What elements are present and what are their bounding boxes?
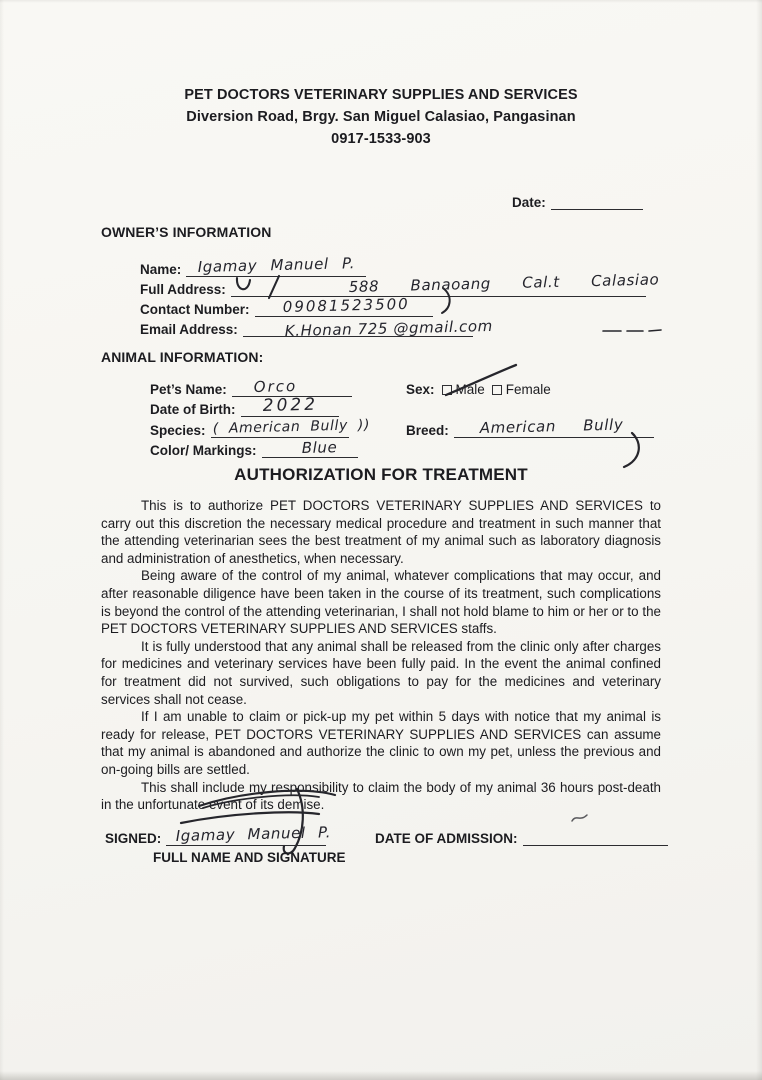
signature-block <box>101 784 661 884</box>
owner-name-value: Igamay Manuel P. <box>197 254 356 276</box>
pet-name-label: Pet’s Name: <box>150 382 227 397</box>
owner-contact-line <box>255 294 433 317</box>
date-line <box>551 191 643 210</box>
color-markings-label: Color/ Markings: <box>150 443 257 458</box>
color-markings-row <box>150 438 358 458</box>
owner-email-line <box>243 316 493 340</box>
authorization-paragraph: This shall include my responsibility to claim the body of my animal 36 hours post-death in the unfortunate event of its demise. <box>101 779 661 813</box>
authorization-paragraph: Being aware of the control of my animal, whatever complications that may occur, and after reasonable diligence have been taken in the course of its treatment, such complications is beyond the control of the attending veterinarian, I shall not hold blame to him or her or to the PET DOCTORS VETERINARY SUPPLIES AND SERVICES staffs. <box>101 568 661 637</box>
pen-stroke <box>441 288 455 314</box>
pet-name-value: Orco <box>253 376 298 396</box>
owner-email-value: K.Honan 725 @gmail.com <box>284 316 493 340</box>
clinic-address: Diversion Road, Brgy. San Miguel Calasiao, Pangasinan <box>186 109 576 125</box>
owner-name-row <box>140 254 366 277</box>
sex-field <box>406 377 551 397</box>
signed-label: SIGNED: <box>105 831 162 846</box>
breed-value: American Bully <box>479 415 624 437</box>
authorization-paragraph: If I am unable to claim or pick-up my pet within 5 days with notice that my animal is ready for release, PET DOCTORS VETERINARY SUPPLIES AND SERVICES can assume that my animal is abandoned and authorize the clinic to own my pet, unless the previous and on-going bills are settled. <box>101 709 661 777</box>
owner-contact-label: Contact Number: <box>140 302 250 317</box>
breed-row <box>406 415 654 438</box>
authorization-paragraph: It is fully understood that any animal shall be released from the clinic only after charges for medicines and veterinary services have been fully paid. In the event the animal confined for treatment did not survived, such obligations to pay for the medicines and veterinary services shall not cease. <box>101 638 661 707</box>
pet-name-line <box>232 378 352 397</box>
admission-label: DATE OF ADMISSION: <box>375 831 518 846</box>
authorization-title: AUTHORIZATION FOR TREATMENT <box>234 465 528 484</box>
breed-line <box>454 415 654 438</box>
species-line <box>211 417 370 438</box>
date-field <box>512 190 643 210</box>
scan-edge-top <box>0 0 762 3</box>
admission-row <box>375 826 668 846</box>
sex-option-female: Female <box>505 382 551 397</box>
scan-edge-right <box>756 0 762 1080</box>
authorization-paragraph: This is to authorize PET DOCTORS VETERINARY SUPPLIES AND SERVICES to carry out this discretion the necessary medical procedure and treatment in such manner that the attending veterinarian sees the best treatment of my animal such as laboratory diagnosis and administration of anesthetics, when necessary. <box>101 498 661 566</box>
dob-value: 2022 <box>262 394 318 416</box>
dob-row <box>150 394 339 417</box>
pen-scribble <box>571 812 589 824</box>
signed-line <box>166 823 332 846</box>
owner-address-row <box>140 270 660 297</box>
animal-section-title: ANIMAL INFORMATION: <box>101 349 264 365</box>
admission-line <box>523 827 668 846</box>
color-markings-line <box>262 439 358 458</box>
owner-name-label: Name: <box>140 262 182 277</box>
owner-address-line <box>231 270 660 297</box>
breed-label: Breed: <box>406 423 449 438</box>
scan-edge-left <box>0 0 4 1080</box>
sex-label: Sex: <box>406 382 435 397</box>
color-markings-value: Blue <box>301 438 338 457</box>
owner-contact-value: 09081523500 <box>282 294 410 316</box>
owner-address-value: 588 Banaoang Cal.t Calasiao <box>348 270 660 296</box>
pen-dash-marks <box>603 328 663 334</box>
dob-line <box>241 394 339 417</box>
species-row <box>150 417 370 438</box>
pet-name-row <box>150 377 352 397</box>
authorization-body <box>101 497 661 814</box>
scan-edge-bottom <box>0 1071 762 1080</box>
owner-contact-row <box>140 294 433 317</box>
owner-name-line <box>186 254 366 277</box>
owner-section-title: OWNER’S INFORMATION <box>101 224 272 240</box>
owner-email-label: Email Address: <box>140 322 238 337</box>
species-value: ( American Bully )) <box>212 417 370 437</box>
sex-option-male: Male <box>455 382 485 397</box>
species-label: Species: <box>150 423 206 438</box>
signed-row <box>105 823 332 846</box>
signed-name-value: Igamay Manuel P. <box>175 823 332 845</box>
clinic-name: PET DOCTORS VETERINARY SUPPLIES AND SERVICES <box>184 87 578 103</box>
male-check-slash <box>442 363 520 399</box>
clinic-header <box>0 84 762 150</box>
dob-label: Date of Birth: <box>150 402 236 417</box>
clinic-phone: 0917-1533-903 <box>331 131 431 147</box>
signature-caption: FULL NAME AND SIGNATURE <box>153 850 346 865</box>
date-label: Date: <box>512 195 546 210</box>
owner-email-row <box>140 316 493 340</box>
owner-address-label: Full Address: <box>140 282 226 297</box>
